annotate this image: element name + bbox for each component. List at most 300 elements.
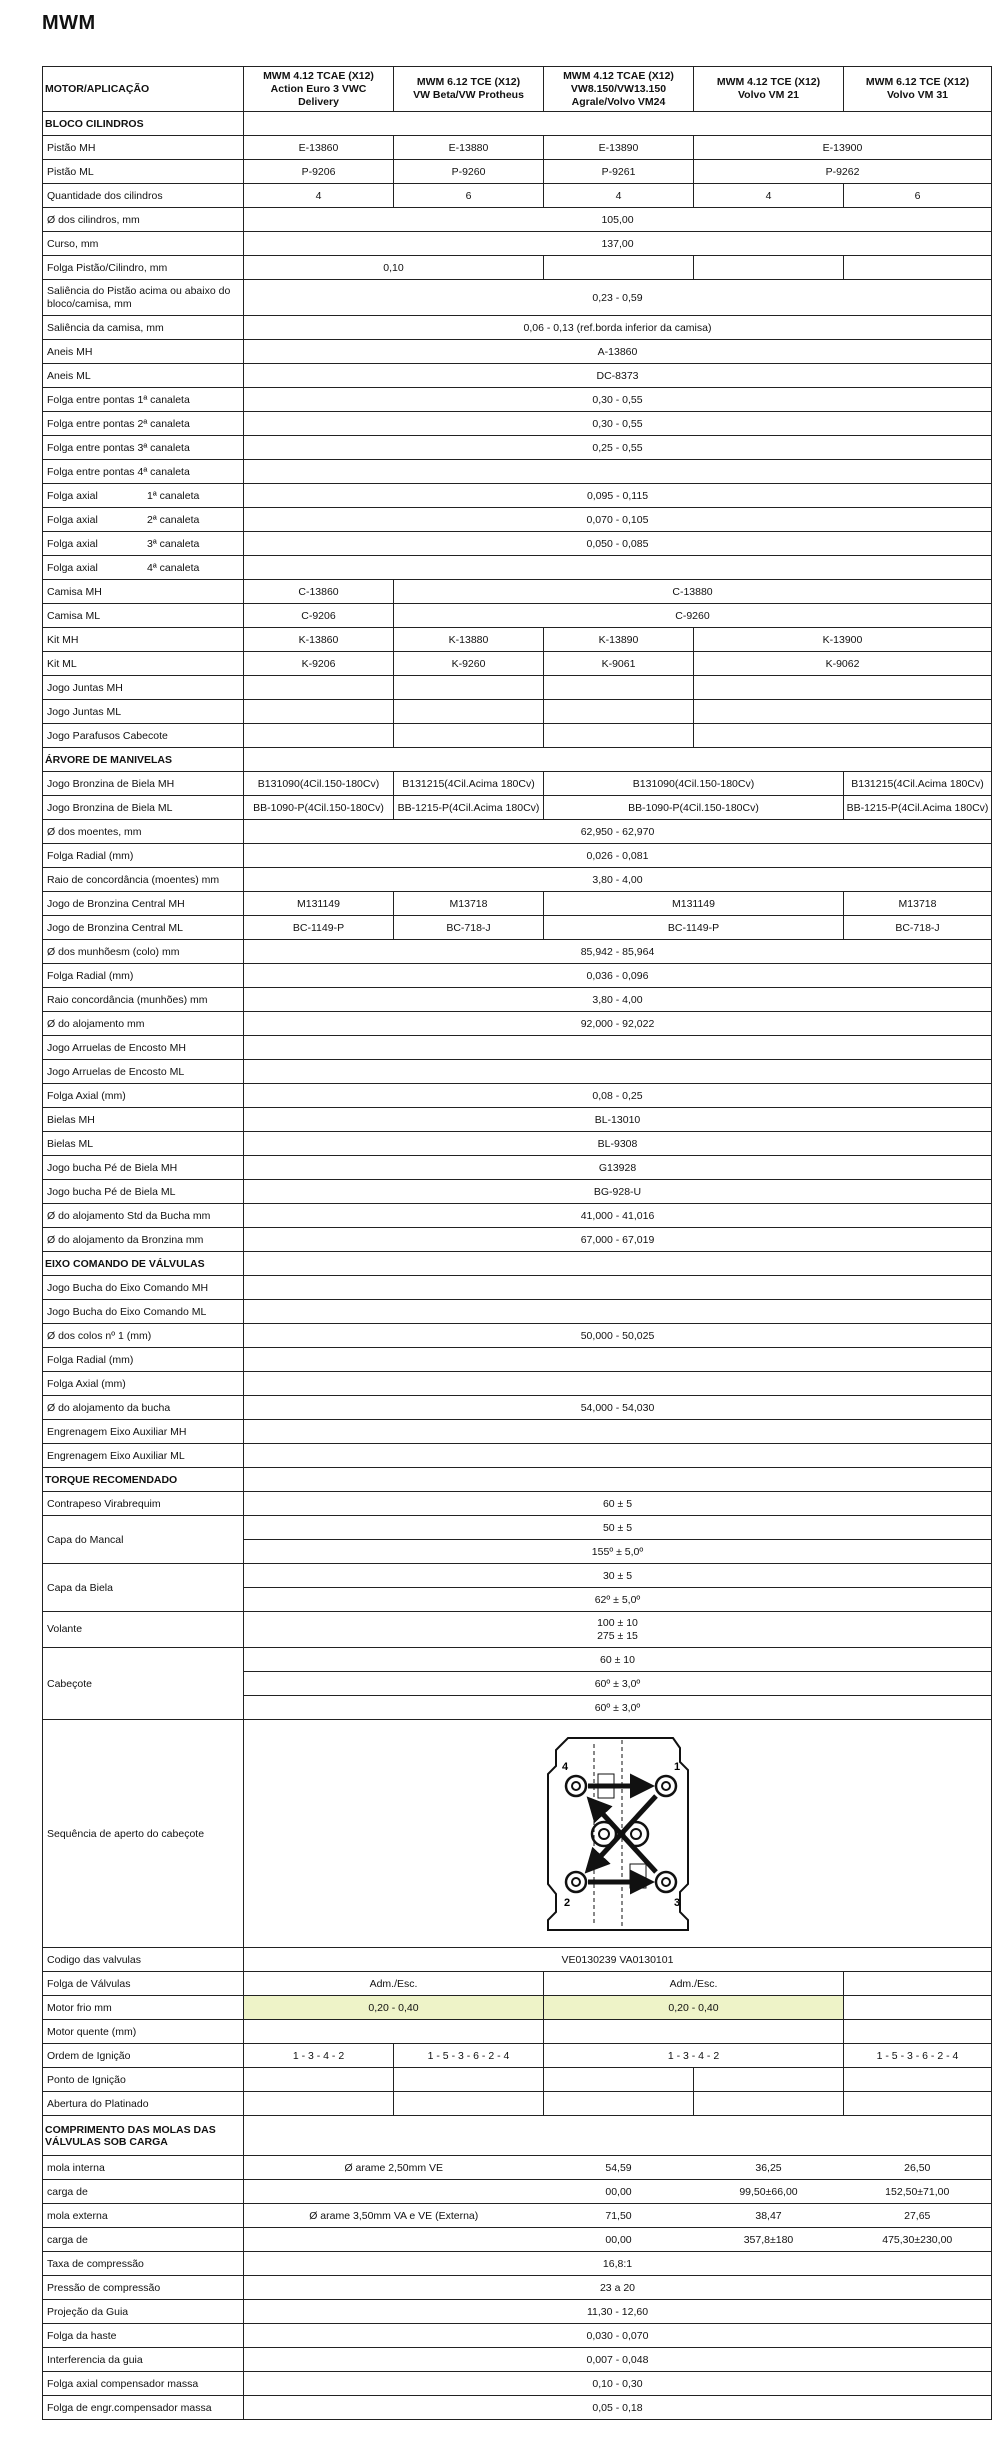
- value-cell: [244, 2020, 544, 2044]
- value-cell: [544, 700, 694, 724]
- spec-row-jogo-juntas-mh: [43, 676, 992, 700]
- row-label: Folga entre pontas 4ª canaleta: [43, 460, 244, 484]
- value-cell: 4: [244, 184, 394, 208]
- value-cell: [694, 256, 844, 280]
- value-cell: 54,000 - 54,030: [244, 1396, 992, 1420]
- value-cell: 6: [844, 184, 992, 208]
- spec-row-ponto-de-ignicao: [43, 2068, 992, 2092]
- value-cell: B131090(4Cil.150-180Cv): [244, 772, 394, 796]
- row-label: Bielas ML: [43, 1132, 244, 1156]
- row-label: Capa do Mancal: [43, 1516, 244, 1564]
- spec-row-folga-radial-mm: [43, 1348, 992, 1372]
- value-cell: 3,80 - 4,00: [244, 868, 992, 892]
- value-cell: K-13880: [394, 628, 544, 652]
- row-label: Motor quente (mm): [43, 2020, 244, 2044]
- spec-row-bielas-ml: [43, 1132, 992, 1156]
- value-cell: G13928: [244, 1156, 992, 1180]
- row-label-sub: 1ª canaleta: [147, 489, 200, 502]
- value-cell: 1 - 5 - 3 - 6 - 2 - 4: [394, 2044, 544, 2068]
- row-label: Aneis ML: [43, 364, 244, 388]
- value-cell: 0,026 - 0,081: [244, 844, 992, 868]
- value-cell: 0,10 - 0,30: [244, 2372, 992, 2396]
- row-label: Camisa MH: [43, 580, 244, 604]
- row-label: Jogo Arruelas de Encosto ML: [43, 1060, 244, 1084]
- value-cell: [394, 700, 544, 724]
- value-cell: B131215(4Cil.Acima 180Cv): [394, 772, 544, 796]
- bolt-2: [566, 1872, 586, 1892]
- value-cell: 50,000 - 50,025: [244, 1324, 992, 1348]
- spec-row-do-alojamento-da-bronzina-mm: [43, 1228, 992, 1252]
- row-label: Jogo Juntas MH: [43, 676, 244, 700]
- row-label: Sequência de aperto do cabeçote: [43, 1720, 244, 1948]
- section-title: ÁRVORE DE MANIVELAS: [43, 748, 244, 772]
- value-cell: BC-1149-P: [544, 916, 844, 940]
- section-title: BLOCO CILINDROS: [43, 112, 244, 136]
- spec-row-sequencia-de-aperto-do-cabecote: [43, 1720, 992, 1948]
- spring-value: 27,65: [844, 2204, 992, 2228]
- spec-row-jogo-bucha-pe-de-biela-ml: [43, 1180, 992, 1204]
- spec-row-carga-de: [43, 2228, 992, 2252]
- value-cell: [394, 676, 544, 700]
- value-cell: [244, 724, 394, 748]
- row-label: Jogo bucha Pé de Biela MH: [43, 1156, 244, 1180]
- value-cell: 67,000 - 67,019: [244, 1228, 992, 1252]
- spring-value: 357,8±180: [694, 2228, 844, 2252]
- row-label: [43, 508, 244, 532]
- spring-value: 26,50: [844, 2156, 992, 2180]
- value-cell: BB-1090-P(4Cil.150-180Cv): [244, 796, 394, 820]
- row-label: Folga de Válvulas: [43, 1972, 244, 1996]
- spec-row-folga-axial: [43, 556, 992, 580]
- value-cell: BB-1215-P(4Cil.Acima 180Cv): [844, 796, 992, 820]
- spring-description: Ø arame 2,50mm VE: [244, 2156, 544, 2180]
- spec-row-bielas-mh: [43, 1108, 992, 1132]
- value-cell: P-9260: [394, 160, 544, 184]
- value-cell: 6: [394, 184, 544, 208]
- row-label: Folga Pistão/Cilindro, mm: [43, 256, 244, 280]
- section-blank: [244, 112, 992, 136]
- value-cell: BL-13010: [244, 1108, 992, 1132]
- row-label: Abertura do Platinado: [43, 2092, 244, 2116]
- header-label: MOTOR/APLICAÇÃO: [43, 67, 244, 112]
- value-cell: Adm./Esc.: [544, 1972, 844, 1996]
- value-cell: [844, 2020, 992, 2044]
- row-label: Folga Axial (mm): [43, 1084, 244, 1108]
- spring-description: Ø arame 3,50mm VA e VE (Externa): [244, 2204, 544, 2228]
- spec-row-motor-frio-mm: [43, 1996, 992, 2020]
- value-cell: K-9260: [394, 652, 544, 676]
- spec-row-contrapeso-virabrequim: [43, 1492, 992, 1516]
- value-cell: 1 - 5 - 3 - 6 - 2 - 4: [844, 2044, 992, 2068]
- row-label: Ø do alojamento mm: [43, 1012, 244, 1036]
- value-cell: E-13860: [244, 136, 394, 160]
- spec-row-engrenagem-eixo-auxiliar-ml: [43, 1444, 992, 1468]
- row-label: Bielas MH: [43, 1108, 244, 1132]
- row-label: Jogo Juntas ML: [43, 700, 244, 724]
- row-label: Taxa de compressão: [43, 2252, 244, 2276]
- spec-row-dos-cilindros-mm: [43, 208, 992, 232]
- column-header: MWM 4.12 TCAE (X12) Action Euro 3 VWC Delivery: [244, 67, 394, 112]
- row-label: Jogo Bronzina de Biela ML: [43, 796, 244, 820]
- value-cell: BC-718-J: [844, 916, 992, 940]
- value-cell: BB-1090-P(4Cil.150-180Cv): [544, 796, 844, 820]
- head-bolt-sequence-diagram: [538, 1734, 698, 1934]
- row-label: [43, 532, 244, 556]
- spec-row-folga-entre-pontas-1-canaleta: [43, 388, 992, 412]
- value-cell: A-13860: [244, 340, 992, 364]
- row-label: Ponto de Ignição: [43, 2068, 244, 2092]
- value-cell: VE0130239 VA0130101: [244, 1948, 992, 1972]
- row-label-main: Folga axial: [47, 513, 98, 526]
- value-cell: [844, 256, 992, 280]
- row-label-main: Folga axial: [47, 537, 98, 550]
- section-title: EIXO COMANDO DE VÁLVULAS: [43, 1252, 244, 1276]
- value-cell: [244, 2068, 394, 2092]
- value-cell: P-9206: [244, 160, 394, 184]
- value-cell: [394, 2092, 544, 2116]
- section-row: [43, 112, 992, 136]
- value-cell: [844, 2068, 992, 2092]
- spec-row-jogo-de-bronzina-central-ml: [43, 916, 992, 940]
- spec-row-jogo-arruelas-de-encosto-mh: [43, 1036, 992, 1060]
- spec-row-volante: [43, 1612, 992, 1648]
- row-label: Volante: [43, 1612, 244, 1648]
- section-blank: [244, 748, 992, 772]
- value-cell: K-13860: [244, 628, 394, 652]
- page-title: MWM: [42, 12, 96, 34]
- spec-row-projecao-da-guia: [43, 2300, 992, 2324]
- row-label: Kit MH: [43, 628, 244, 652]
- value-cell: [244, 1348, 992, 1372]
- row-label: Pistão ML: [43, 160, 244, 184]
- value-cell: [694, 2092, 844, 2116]
- value-cell: 0,007 - 0,048: [244, 2348, 992, 2372]
- spec-row-jogo-bronzina-de-biela-mh: [43, 772, 992, 796]
- value-cell: E-13880: [394, 136, 544, 160]
- row-label: Jogo Parafusos Cabecote: [43, 724, 244, 748]
- header-row: [43, 67, 992, 112]
- spec-row-capa-do-mancal: [43, 1516, 992, 1540]
- spec-row-saliencia-da-camisa-mm: [43, 316, 992, 340]
- spring-value: 00,00: [544, 2180, 694, 2204]
- spec-row-folga-entre-pontas-2-canaleta: [43, 412, 992, 436]
- spec-row-quantidade-dos-cilindros: [43, 184, 992, 208]
- value-cell: 0,20 - 0,40: [244, 1996, 544, 2020]
- spring-value: 152,50±71,00: [844, 2180, 992, 2204]
- value-cell: 60 ± 5: [244, 1492, 992, 1516]
- spec-row-jogo-arruelas-de-encosto-ml: [43, 1060, 992, 1084]
- value-cell: K-9062: [694, 652, 992, 676]
- spec-row-jogo-bucha-do-eixo-comando-ml: [43, 1300, 992, 1324]
- value-cell: K-13890: [544, 628, 694, 652]
- value-cell: 92,000 - 92,022: [244, 1012, 992, 1036]
- spring-value: 54,59: [544, 2156, 694, 2180]
- bolt-label: 2: [563, 1896, 570, 1909]
- row-label: Cabeçote: [43, 1648, 244, 1720]
- value-cell: [544, 2092, 694, 2116]
- value-cell: [244, 676, 394, 700]
- row-label: Pressão de compressão: [43, 2276, 244, 2300]
- value-cell: BG-928-U: [244, 1180, 992, 1204]
- spec-row-jogo-parafusos-cabecote: [43, 724, 992, 748]
- spec-row-taxa-de-compressao: [43, 2252, 992, 2276]
- value-cell: B131215(4Cil.Acima 180Cv): [844, 772, 992, 796]
- section-blank: [244, 2116, 992, 2156]
- value-cell: P-9261: [544, 160, 694, 184]
- section-row: [43, 1252, 992, 1276]
- value-cell: C-13880: [394, 580, 992, 604]
- row-label: carga de: [43, 2180, 244, 2204]
- bolt-label: 1: [673, 1760, 680, 1773]
- spec-row-folga-entre-pontas-4-canaleta: [43, 460, 992, 484]
- value-cell: 0,095 - 0,115: [244, 484, 992, 508]
- spec-row-saliencia-do-pistao-acima-ou-abaixo-do-bloco-camisa-mm: [43, 280, 992, 316]
- row-label: Ø dos cilindros, mm: [43, 208, 244, 232]
- section-row: [43, 748, 992, 772]
- spec-row-folga-pistao-cilindro-mm: [43, 256, 992, 280]
- value-cell: [244, 1036, 992, 1060]
- spec-row-interferencia-da-guia: [43, 2348, 992, 2372]
- row-label: Camisa ML: [43, 604, 244, 628]
- spring-value: 99,50±66,00: [694, 2180, 844, 2204]
- bolt-4: [566, 1776, 586, 1796]
- row-label: mola interna: [43, 2156, 244, 2180]
- spec-row-do-alojamento-std-da-bucha-mm: [43, 1204, 992, 1228]
- spec-row-mola-externa: [43, 2204, 992, 2228]
- row-label: Saliência do Pistão acima ou abaixo do bloco/camisa, mm: [43, 280, 244, 316]
- value-cell: 0,25 - 0,55: [244, 436, 992, 460]
- spec-row-carga-de: [43, 2180, 992, 2204]
- row-label: Raio concordância (munhões) mm: [43, 988, 244, 1012]
- value-cell: 41,000 - 41,016: [244, 1204, 992, 1228]
- row-label: Jogo Bucha do Eixo Comando ML: [43, 1300, 244, 1324]
- value-cell: 60º ± 3,0º: [244, 1672, 992, 1696]
- section-title: COMPRIMENTO DAS MOLAS DAS VÁLVULAS SOB CARGA: [43, 2116, 244, 2156]
- value-cell: BC-718-J: [394, 916, 544, 940]
- row-label: Jogo de Bronzina Central ML: [43, 916, 244, 940]
- row-label: [43, 484, 244, 508]
- spec-row-mola-interna: [43, 2156, 992, 2180]
- spec-row-pistao-ml: [43, 160, 992, 184]
- value-cell: E-13900: [694, 136, 992, 160]
- spec-row-jogo-bucha-pe-de-biela-mh: [43, 1156, 992, 1180]
- spec-row-jogo-bucha-do-eixo-comando-mh: [43, 1276, 992, 1300]
- spec-row-jogo-bronzina-de-biela-ml: [43, 796, 992, 820]
- value-cell: C-9260: [394, 604, 992, 628]
- value-cell: [544, 724, 694, 748]
- row-label: Ø do alojamento da Bronzina mm: [43, 1228, 244, 1252]
- bolt-3: [656, 1872, 676, 1892]
- row-label: Engrenagem Eixo Auxiliar ML: [43, 1444, 244, 1468]
- spring-value: 475,30±230,00: [844, 2228, 992, 2252]
- spec-row-ordem-de-ignicao: [43, 2044, 992, 2068]
- spring-description: [244, 2228, 544, 2252]
- value-cell: 0,030 - 0,070: [244, 2324, 992, 2348]
- row-label: Capa da Biela: [43, 1564, 244, 1612]
- spec-row-folga-radial-mm: [43, 844, 992, 868]
- spring-description: [244, 2180, 544, 2204]
- bolt-4-core: [572, 1782, 580, 1790]
- column-header: MWM 6.12 TCE (X12) Volvo VM 31: [844, 67, 992, 112]
- spec-row-pressao-de-compressao: [43, 2276, 992, 2300]
- row-label: Jogo Bucha do Eixo Comando MH: [43, 1276, 244, 1300]
- row-label: Folga de engr.compensador massa: [43, 2396, 244, 2420]
- row-label-main: Folga axial: [47, 489, 98, 502]
- value-cell: [394, 2068, 544, 2092]
- spring-value: 36,25: [694, 2156, 844, 2180]
- spec-row-pistao-mh: [43, 136, 992, 160]
- value-cell: [244, 700, 394, 724]
- value-cell: Adm./Esc.: [244, 1972, 544, 1996]
- value-cell: [694, 724, 992, 748]
- row-label: Jogo Arruelas de Encosto MH: [43, 1036, 244, 1060]
- section-blank: [244, 1468, 992, 1492]
- value-cell: [694, 700, 992, 724]
- value-cell: 0,06 - 0,13 (ref.borda inferior da camisa): [244, 316, 992, 340]
- spec-row-folga-radial-mm: [43, 964, 992, 988]
- row-label: Interferencia da guia: [43, 2348, 244, 2372]
- row-label: Engrenagem Eixo Auxiliar MH: [43, 1420, 244, 1444]
- row-label: Raio de concordância (moentes) mm: [43, 868, 244, 892]
- value-cell: [244, 2092, 394, 2116]
- spec-row-jogo-de-bronzina-central-mh: [43, 892, 992, 916]
- value-cell: B131090(4Cil.150-180Cv): [544, 772, 844, 796]
- bolt-1: [656, 1776, 676, 1796]
- spec-row-motor-quente-mm: [43, 2020, 992, 2044]
- value-cell: BL-9308: [244, 1132, 992, 1156]
- row-label: Jogo bucha Pé de Biela ML: [43, 1180, 244, 1204]
- row-label-main: Folga axial: [47, 561, 98, 574]
- value-cell: [244, 460, 992, 484]
- value-cell: 105,00: [244, 208, 992, 232]
- row-label: Folga axial compensador massa: [43, 2372, 244, 2396]
- spec-row-aneis-mh: [43, 340, 992, 364]
- value-cell: [544, 256, 694, 280]
- spec-table: [42, 66, 992, 2420]
- value-cell: [844, 1996, 992, 2020]
- spec-row-folga-axial: [43, 532, 992, 556]
- value-cell: 62,950 - 62,970: [244, 820, 992, 844]
- value-cell: 0,30 - 0,55: [244, 388, 992, 412]
- row-label: Ø dos moentes, mm: [43, 820, 244, 844]
- center-bolt-core: [599, 1829, 609, 1839]
- spec-row-folga-axial-mm: [43, 1372, 992, 1396]
- row-label: Ø dos munhõesm (colo) mm: [43, 940, 244, 964]
- value-cell: BB-1215-P(4Cil.Acima 180Cv): [394, 796, 544, 820]
- value-cell: 60º ± 3,0º: [244, 1696, 992, 1720]
- row-label: Ø dos colos nº 1 (mm): [43, 1324, 244, 1348]
- spring-value: 00,00: [544, 2228, 694, 2252]
- row-label: Ordem de Ignição: [43, 2044, 244, 2068]
- value-cell: M13718: [394, 892, 544, 916]
- spec-row-folga-axial: [43, 508, 992, 532]
- value-cell: [544, 676, 694, 700]
- bolt-2-core: [572, 1878, 580, 1886]
- spec-row-folga-de-valvulas: [43, 1972, 992, 1996]
- value-cell: [394, 724, 544, 748]
- spring-value: 71,50: [544, 2204, 694, 2228]
- spec-row-folga-da-haste: [43, 2324, 992, 2348]
- row-label: mola externa: [43, 2204, 244, 2228]
- value-cell: 3,80 - 4,00: [244, 988, 992, 1012]
- value-cell: E-13890: [544, 136, 694, 160]
- value-cell: 0,10: [244, 256, 544, 280]
- row-label: Saliência da camisa, mm: [43, 316, 244, 340]
- spec-row-codigo-das-valvulas: [43, 1948, 992, 1972]
- value-cell: K-9061: [544, 652, 694, 676]
- value-cell: 0,05 - 0,18: [244, 2396, 992, 2420]
- value-cell: 100 ± 10 275 ± 15: [244, 1612, 992, 1648]
- value-cell: [244, 1276, 992, 1300]
- column-header: MWM 6.12 TCE (X12) VW Beta/VW Protheus: [394, 67, 544, 112]
- value-cell: 62º ± 5,0º: [244, 1588, 992, 1612]
- value-cell: 0,30 - 0,55: [244, 412, 992, 436]
- spec-row-raio-de-concordancia-moentes-mm: [43, 868, 992, 892]
- spec-row-dos-munhoesm-colo-mm: [43, 940, 992, 964]
- row-label-sub: 3ª canaleta: [147, 537, 200, 550]
- row-label: Folga Axial (mm): [43, 1372, 244, 1396]
- row-label: Folga entre pontas 3ª canaleta: [43, 436, 244, 460]
- value-cell: [844, 1972, 992, 1996]
- value-cell: [844, 2092, 992, 2116]
- row-label: Folga Radial (mm): [43, 964, 244, 988]
- row-label: [43, 556, 244, 580]
- section-title: TORQUE RECOMENDADO: [43, 1468, 244, 1492]
- column-header: MWM 4.12 TCAE (X12) VW8.150/VW13.150 Agrale/Volvo VM24: [544, 67, 694, 112]
- value-cell: 30 ± 5: [244, 1564, 992, 1588]
- bolt-3-core: [662, 1878, 670, 1886]
- row-label-sub: 2ª canaleta: [147, 513, 200, 526]
- value-cell: 4: [544, 184, 694, 208]
- section-row: [43, 1468, 992, 1492]
- spec-row-kit-ml: [43, 652, 992, 676]
- spec-row-jogo-juntas-ml: [43, 700, 992, 724]
- value-cell: 11,30 - 12,60: [244, 2300, 992, 2324]
- value-cell: [244, 1372, 992, 1396]
- row-label: Quantidade dos cilindros: [43, 184, 244, 208]
- spec-row-folga-axial-compensador-massa: [43, 2372, 992, 2396]
- bolt-label: 4: [561, 1760, 568, 1773]
- spec-row-capa-da-biela: [43, 1564, 992, 1588]
- row-label: Jogo Bronzina de Biela MH: [43, 772, 244, 796]
- value-cell: 85,942 - 85,964: [244, 940, 992, 964]
- value-cell: M131149: [244, 892, 394, 916]
- value-cell: 16,8:1: [244, 2252, 992, 2276]
- value-cell: [694, 2068, 844, 2092]
- value-cell: 1 - 3 - 4 - 2: [544, 2044, 844, 2068]
- row-label: Folga Radial (mm): [43, 844, 244, 868]
- spec-row-dos-colos-n-1-mm: [43, 1324, 992, 1348]
- spec-row-folga-axial: [43, 484, 992, 508]
- row-label: Ø do alojamento da bucha: [43, 1396, 244, 1420]
- spec-row-camisa-mh: [43, 580, 992, 604]
- section-blank: [244, 1252, 992, 1276]
- value-cell: K-13900: [694, 628, 992, 652]
- row-label: Pistão MH: [43, 136, 244, 160]
- value-cell: DC-8373: [244, 364, 992, 388]
- spec-row-engrenagem-eixo-auxiliar-mh: [43, 1420, 992, 1444]
- row-label: Jogo de Bronzina Central MH: [43, 892, 244, 916]
- spec-row-folga-axial-mm: [43, 1084, 992, 1108]
- section-row: [43, 2116, 992, 2156]
- bolt-1-core: [662, 1782, 670, 1790]
- value-cell: C-13860: [244, 580, 394, 604]
- row-label: Projeção da Guia: [43, 2300, 244, 2324]
- spec-row-camisa-ml: [43, 604, 992, 628]
- value-cell: 137,00: [244, 232, 992, 256]
- spec-row-dos-moentes-mm: [43, 820, 992, 844]
- value-cell: C-9206: [244, 604, 394, 628]
